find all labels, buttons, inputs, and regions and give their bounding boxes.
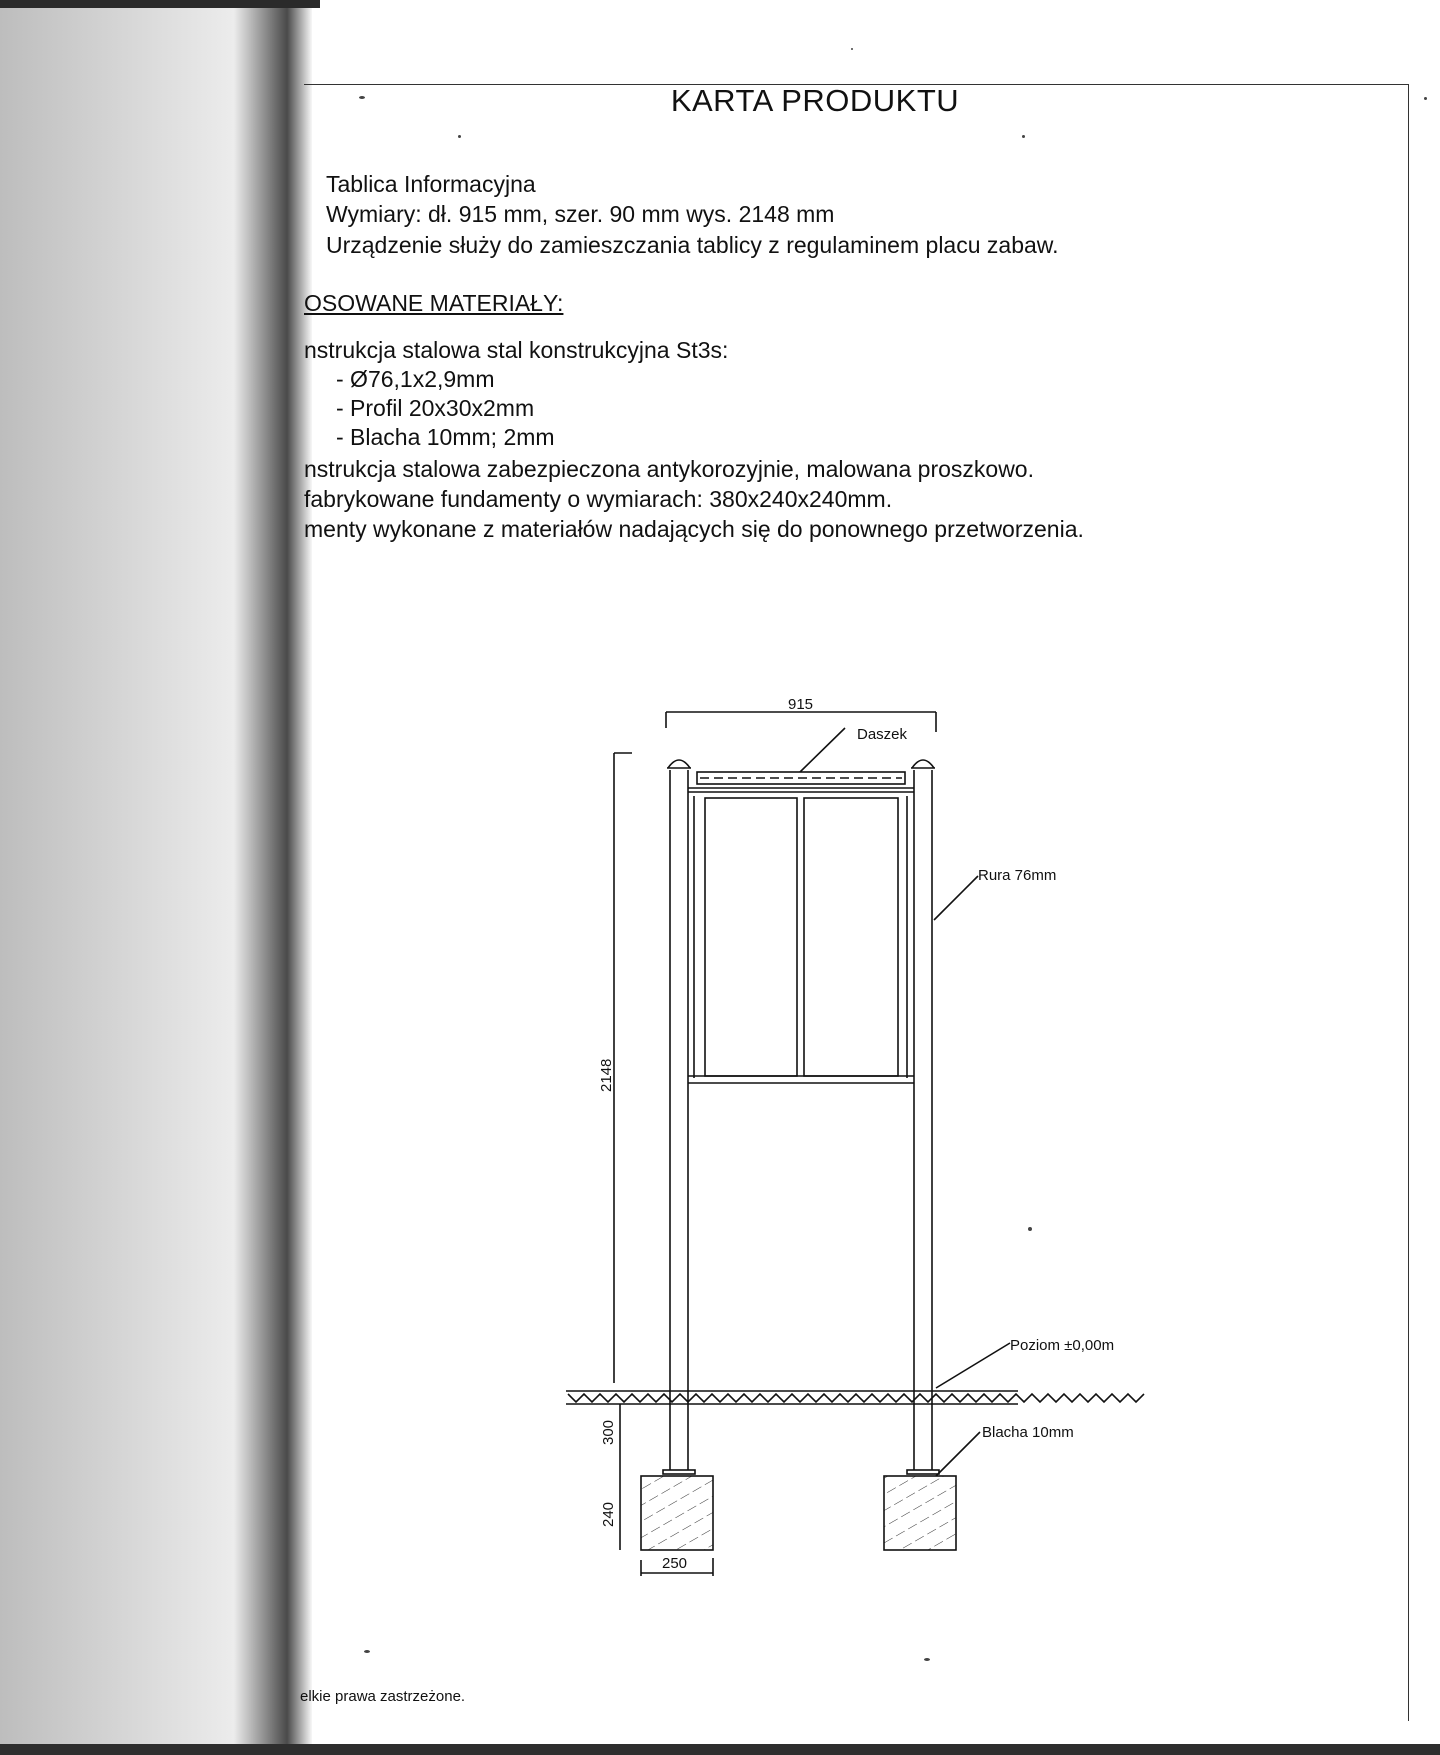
pipe-label: Rura 76mm bbox=[978, 867, 1057, 884]
materials-construction: nstrukcja stalowa stal konstrukcyjna St3s: bbox=[304, 337, 729, 363]
height-label: 2148 bbox=[598, 1058, 615, 1092]
copyright-footer: elkie prawa zastrzeżone. bbox=[300, 1688, 466, 1705]
material-note: menty wykonane z materiałów nadających się do ponownego przetworzenia. bbox=[304, 516, 1084, 542]
board-frame bbox=[688, 792, 914, 1083]
width-label: 915 bbox=[788, 696, 814, 713]
product-name: Tablica Informacyjna bbox=[326, 171, 536, 197]
left-foundation bbox=[641, 1476, 713, 1550]
left-base-plate bbox=[663, 1470, 695, 1474]
material-item: - Blacha 10mm; 2mm bbox=[336, 424, 555, 450]
right-post bbox=[911, 760, 935, 1470]
product-purpose: Urządzenie służy do zamieszczania tablicy z regulaminem placu zabaw. bbox=[326, 232, 1059, 258]
right-base-plate bbox=[907, 1470, 939, 1474]
scan-speck bbox=[1028, 1227, 1032, 1231]
height-dimension-line bbox=[614, 753, 632, 1383]
scan-speck bbox=[851, 48, 853, 50]
depth-label: 300 bbox=[600, 1419, 617, 1445]
plate-leader bbox=[936, 1432, 980, 1476]
ground-line bbox=[566, 1391, 1144, 1404]
scan-speck bbox=[458, 135, 461, 138]
scan-speck bbox=[1424, 97, 1427, 100]
scan-speck bbox=[359, 96, 365, 99]
pipe-leader bbox=[934, 876, 978, 920]
material-note: nstrukcja stalowa zabezpieczona antykorozyjnie, malowana proszkowo. bbox=[304, 456, 1034, 482]
material-item: - Ø76,1x2,9mm bbox=[336, 366, 495, 392]
roof-leader bbox=[800, 728, 845, 772]
page-title: KARTA PRODUKTU bbox=[670, 83, 960, 118]
plate-label: Blacha 10mm bbox=[982, 1424, 1074, 1441]
left-post bbox=[667, 760, 691, 1470]
level-label: Poziom ±0,00m bbox=[1010, 1337, 1115, 1354]
roof-label: Daszek bbox=[857, 726, 908, 743]
roof bbox=[688, 772, 914, 788]
materials-heading: OSOWANE MATERIAŁY: bbox=[304, 290, 564, 316]
board-panel-left bbox=[705, 798, 797, 1076]
level-leader bbox=[936, 1343, 1010, 1388]
scan-speck bbox=[924, 1658, 930, 1661]
material-item: - Profil 20x30x2mm bbox=[336, 395, 535, 421]
material-note: fabrykowane fundamenty o wymiarach: 380x240x240mm. bbox=[304, 486, 893, 512]
scan-speck bbox=[1022, 135, 1025, 138]
board-panel-right bbox=[804, 798, 898, 1076]
right-foundation bbox=[884, 1476, 956, 1550]
foundation-height-label: 240 bbox=[600, 1501, 617, 1527]
scan-speck bbox=[364, 1650, 370, 1653]
product-dimensions: Wymiary: dł. 915 mm, szer. 90 mm wys. 2148 mm bbox=[326, 201, 835, 227]
foundation-width-label: 250 bbox=[662, 1555, 688, 1572]
